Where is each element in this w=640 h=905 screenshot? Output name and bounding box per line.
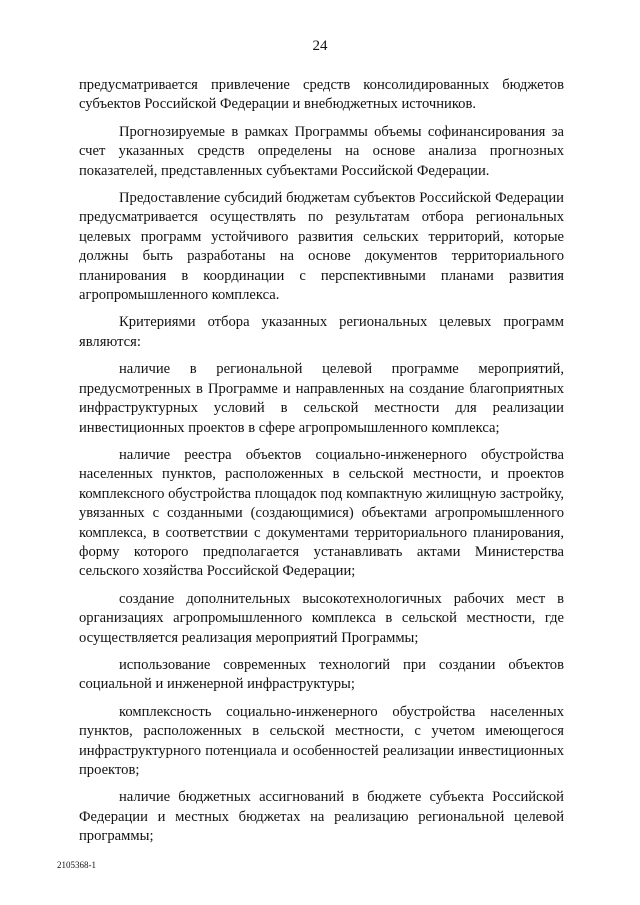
criterion-item: использование современных технологий при создании объектов социальной и инженерной инфраструктуры; <box>79 656 564 693</box>
document-code: 2105368-1 <box>57 860 96 870</box>
paragraph-subsidies: Предоставление субсидий бюджетам субъектов Российской Федерации предусматривается осуществлять по результатам отбора региональных целевых программ устойчивого развития сельских территорий, которые должны быть разработаны на основе документов территориального планирования в координации с перспективными планами развития агропромышленного комплекса. <box>79 190 564 304</box>
page-number: 24 <box>312 38 328 54</box>
criterion-item: создание дополнительных высокотехнологичных рабочих мест в организациях агропромышленного комплекса в сельской местности, где осуществляется реализация мероприятий Программы; <box>79 590 564 646</box>
criterion-item: комплексность социально-инженерного обустройства населенных пунктов, расположенных в сельской местности, с учетом имеющегося инфраструктурного потенциала и особенностей реализации инвестиционных проектов; <box>79 703 564 778</box>
criterion-item: наличие реестра объектов социально-инженерного обустройства населенных пунктов, расположенных в сельской местности, и проектов комплексного обустройства площадок под компактную жилищную застройку, увязанных с созданными (создающимися) объектами агропромышленного комплекса, в соответствии с документами территориального планирования, форму которого предполагается устанавливать актами Министерства сельского хозяйства Российской Федерации; <box>79 446 564 580</box>
criterion-item: наличие бюджетных ассигнований в бюджете субъекта Российской Федерации и местных бюджетах на реализацию региональной целевой программы; <box>79 789 564 845</box>
document-body <box>79 76 564 855</box>
paragraph-criteria-intro: Критериями отбора указанных региональных целевых программ являются: <box>79 314 564 350</box>
criterion-item: наличие в региональной целевой программе мероприятий, предусмотренных в Программе и направленных на создание благоприятных инфраструктурных условий в сельской местности для реализации инвестиционных проектов в сфере агропромышленного комплекса; <box>79 361 564 436</box>
paragraph-cofinancing: Прогнозируемые в рамках Программы объемы софинансирования за счет указанных средств определены на основе анализа прогнозных показателей, представленных субъектами Российской Федерации. <box>79 123 564 179</box>
paragraph-continuation: предусматривается привлечение средств консолидированных бюджетов субъектов Российской Федерации и внебюджетных источников. <box>79 77 564 113</box>
